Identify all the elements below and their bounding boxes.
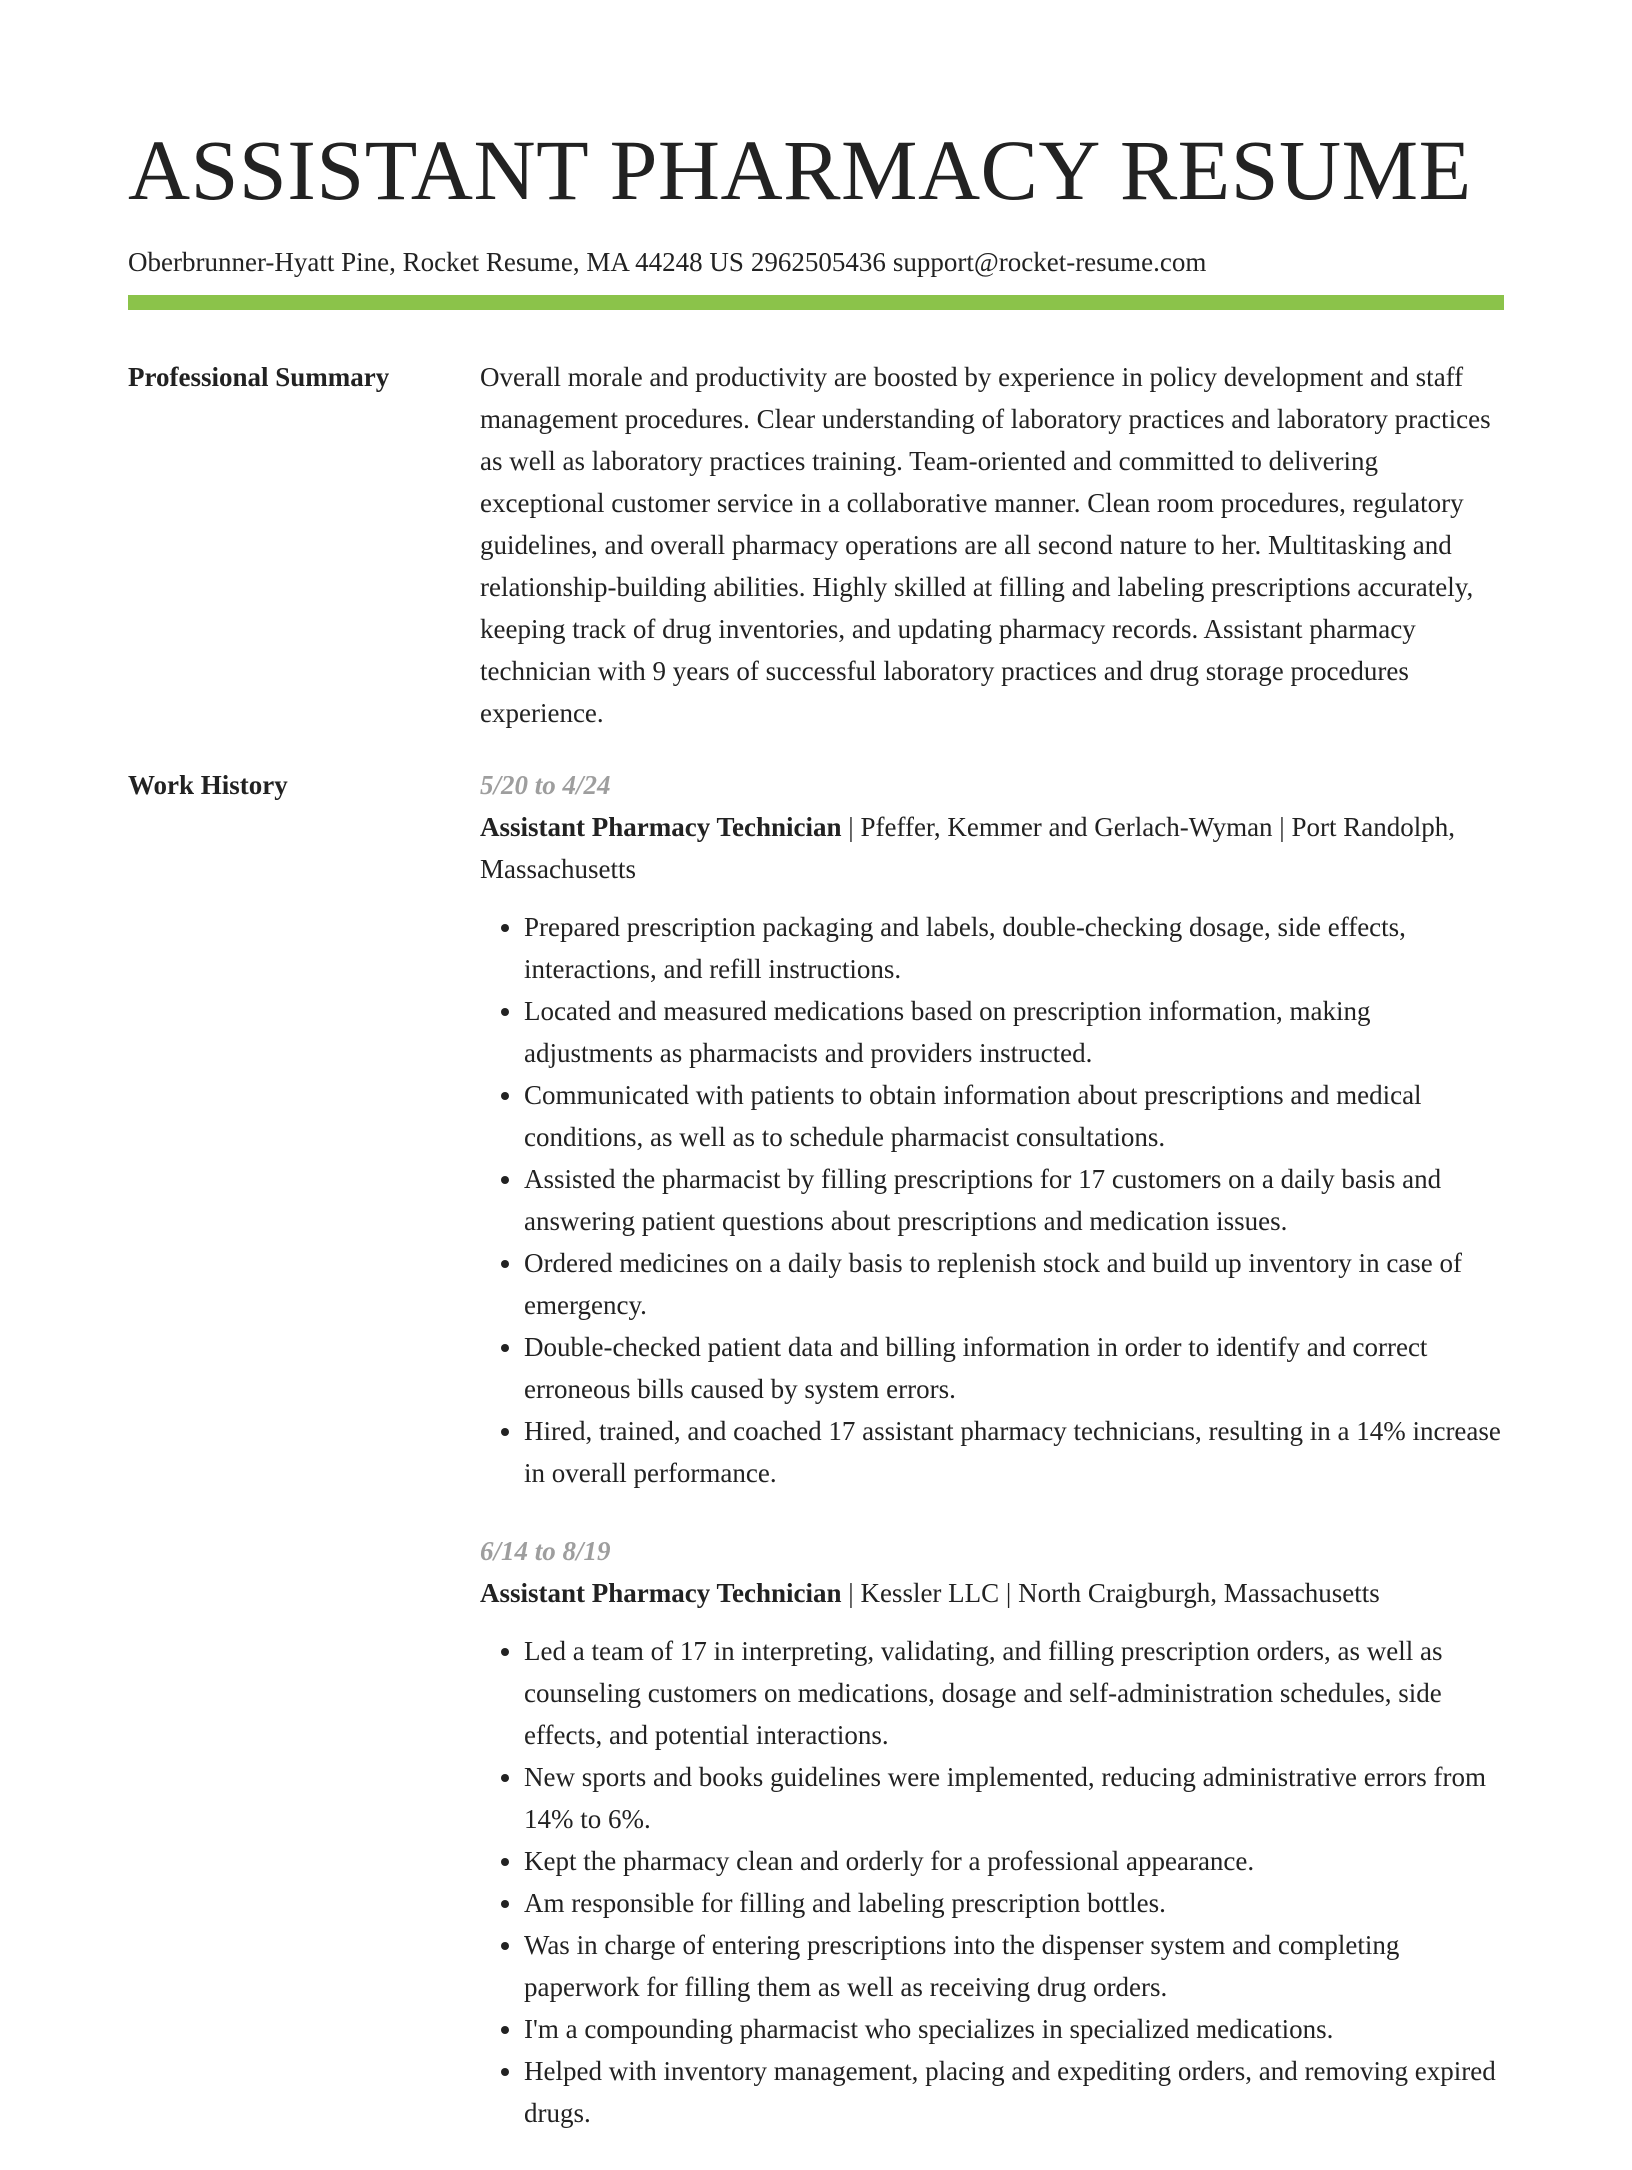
job-bullet: • Assisted the pharmacist by filling prescriptions for 17 customers on a daily basis and answering patient questions about prescriptions and medication issues. [524, 1158, 1504, 1242]
contact-email: support@rocket-resume.com [892, 247, 1207, 277]
contact-line [128, 246, 1504, 278]
job-bullet: • Hired, trained, and coached 17 assistant pharmacy technicians, resulting in a 14% increase in overall performance. [524, 1410, 1504, 1494]
job-bullet: • Kept the pharmacy clean and orderly for a professional appearance. [524, 1840, 1504, 1882]
resume-title: ASSISTANT PHARMACY RESUME [128, 122, 1472, 218]
job-title: Assistant Pharmacy Technician [480, 812, 842, 842]
job-details: | Pfeffer, Kemmer and Gerlach-Wyman | Port Randolph, Massachusetts [480, 812, 1455, 884]
job-bullet: • Led a team of 17 in interpreting, validating, and filling prescription orders, as well as counseling customers on medications, dosage and self-administration schedules, side effects, and potential interactions. [524, 1630, 1504, 1756]
job-bullets [480, 906, 1504, 1494]
job-bullet: • New sports and books guidelines were implemented, reducing administrative errors from 14% to 6%. [524, 1756, 1504, 1840]
contact-address: Oberbrunner-Hyatt Pine, Rocket Resume, MA 44248 US [128, 247, 744, 277]
job-bullet: • Located and measured medications based on prescription information, making adjustments as pharmacists and providers instructed. [524, 990, 1504, 1074]
job-bullet: • Communicated with patients to obtain information about prescriptions and medical conditions, as well as to schedule pharmacist consultations. [524, 1074, 1504, 1158]
job-title: Assistant Pharmacy Technician [480, 1578, 842, 1608]
work-history-section [128, 764, 1504, 2170]
job-bullet: • Prepared prescription packaging and labels, double-checking dosage, side effects, interactions, and refill instructions. [524, 906, 1504, 990]
job-entry [480, 1530, 1504, 2134]
job-dates: 5/20 to 4/24 [480, 770, 611, 800]
job-bullet: • Am responsible for filling and labeling prescription bottles. [524, 1882, 1504, 1924]
job-heading [480, 1572, 1504, 1614]
work-history-label: Work History [128, 770, 288, 800]
job-heading [480, 806, 1504, 890]
summary-label: Professional Summary [128, 362, 390, 392]
contact-phone: 2962505436 [750, 247, 886, 277]
job-bullet: • I'm a compounding pharmacist who specializes in specialized medications. [524, 2008, 1504, 2050]
job-entry [480, 764, 1504, 1494]
job-bullets [480, 1630, 1504, 2134]
job-details: | Kessler LLC | North Craigburgh, Massachusetts [841, 1578, 1380, 1608]
job-dates: 6/14 to 8/19 [480, 1536, 611, 1566]
resume-page [128, 120, 1504, 2170]
job-bullet: • Double-checked patient data and billing information in order to identify and correct erroneous bills caused by system errors. [524, 1326, 1504, 1410]
job-bullet: • Was in charge of entering prescriptions into the dispenser system and completing paperwork for filling them as well as receiving drug orders. [524, 1924, 1504, 2008]
job-bullet: • Helped with inventory management, placing and expediting orders, and removing expired drugs. [524, 2050, 1504, 2134]
job-bullet: • Ordered medicines on a daily basis to replenish stock and build up inventory in case of emergency. [524, 1242, 1504, 1326]
summary-text: Overall morale and productivity are boosted by experience in policy development and staff management procedures. Clear understanding of laboratory practices and laboratory practices as well as laboratory practices training. Team-oriented and committed to delivering exceptional customer service in a collaborative manner. Clean room procedures, regulatory guidelines, and overall pharmacy operations are all second nature to her. Multitasking and relationship-building abilities. Highly skilled at filling and labeling prescriptions accurately, keeping track of drug inventories, and updating pharmacy records. Assistant pharmacy technician with 9 years of successful laboratory practices and drug storage procedures experience. [480, 362, 1491, 728]
summary-section [128, 356, 1504, 734]
header-divider [128, 295, 1504, 310]
